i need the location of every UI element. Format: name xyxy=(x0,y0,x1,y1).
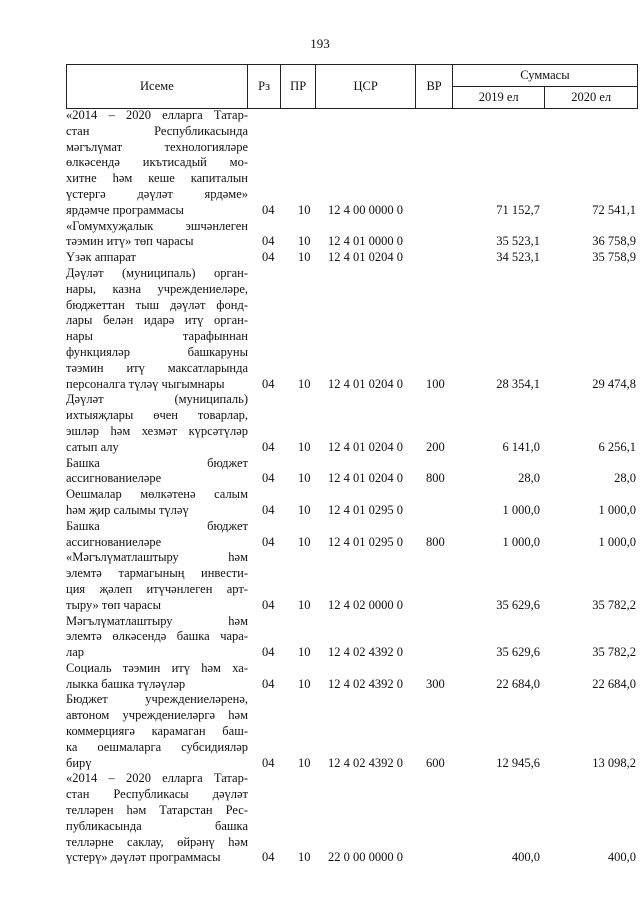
row-pr: 10 xyxy=(298,502,311,517)
row-2020: 36 758,9 xyxy=(592,234,636,249)
header-rz: Рз xyxy=(247,65,281,109)
header-pr: ПР xyxy=(281,65,316,109)
row-name-line: тәэмин итү максатларында xyxy=(66,360,248,375)
row-vr: 200 xyxy=(426,439,445,454)
row-name xyxy=(66,614,248,661)
row-name-line: эшләр һәм хезмәт күрсәтүләр xyxy=(66,423,248,438)
row-2020: 29 474,8 xyxy=(592,376,636,391)
table-row xyxy=(66,550,638,613)
row-rz: 04 xyxy=(262,439,275,454)
row-pr: 10 xyxy=(298,250,311,265)
row-pr: 10 xyxy=(298,234,311,249)
table-body xyxy=(66,108,638,866)
row-vr: 800 xyxy=(426,471,445,486)
row-2019: 35 629,6 xyxy=(496,645,540,660)
row-pr: 10 xyxy=(298,471,311,486)
row-2020: 22 684,0 xyxy=(592,676,636,691)
table-row xyxy=(66,771,638,866)
row-2020: 1 000,0 xyxy=(598,502,636,517)
page-number: 193 xyxy=(310,36,330,51)
header-vr: ВР xyxy=(416,65,453,109)
row-name-line: тәэмин итү» төп чарасы xyxy=(66,234,194,249)
row-2020: 35 782,2 xyxy=(592,645,636,660)
row-rz: 04 xyxy=(262,755,275,770)
row-name xyxy=(66,692,248,771)
row-2019: 1 000,0 xyxy=(502,502,540,517)
row-vr: 800 xyxy=(426,534,445,549)
row-name-line: ярдәмче программасы xyxy=(66,202,184,217)
row-2020: 1 000,0 xyxy=(598,534,636,549)
row-csr: 12 4 01 0295 0 xyxy=(328,534,403,549)
row-name-line: Башка бюджет xyxy=(66,518,248,533)
row-name-line: «Мәгълүматлаштыру һәм xyxy=(66,550,248,565)
table-header xyxy=(66,64,638,109)
row-name-line: мәгълүмат технологияләре xyxy=(66,139,248,154)
row-rz: 04 xyxy=(262,234,275,249)
row-name xyxy=(66,219,248,251)
row-2020: 35 782,2 xyxy=(592,597,636,612)
row-2019: 1 000,0 xyxy=(502,534,540,549)
row-pr: 10 xyxy=(298,676,311,691)
row-vr: 100 xyxy=(426,376,445,391)
row-csr: 12 4 01 0204 0 xyxy=(328,376,403,391)
row-2020: 35 758,9 xyxy=(592,250,636,265)
row-pr: 10 xyxy=(298,850,311,865)
row-2019: 34 523,1 xyxy=(496,250,540,265)
row-rz: 04 xyxy=(262,250,275,265)
row-name-line: публикасында башка xyxy=(66,818,248,833)
row-name-line: стан Республикасы дәүләт xyxy=(66,787,248,802)
row-name-line: Мәгълүматлаштыру һәм xyxy=(66,613,248,628)
header-name: Исеме xyxy=(67,65,248,109)
row-2019: 22 684,0 xyxy=(496,676,540,691)
row-pr: 10 xyxy=(298,202,311,217)
row-name xyxy=(66,392,248,455)
row-rz: 04 xyxy=(262,202,275,217)
table-row xyxy=(66,266,638,392)
row-name-line: Оешмалар мөлкәтенә салым xyxy=(66,487,248,502)
row-name-line: хитне һәм кеше капиталын xyxy=(66,171,248,186)
row-name xyxy=(66,550,248,613)
row-name-line: автоном учреждениеләргә һәм xyxy=(66,708,248,723)
row-name-line: элемтә өлкәсендә башка чара- xyxy=(66,629,248,644)
table-row xyxy=(66,108,638,219)
row-pr: 10 xyxy=(298,597,311,612)
row-name-line: ихтыяҗлары өчен товарлар, xyxy=(66,408,248,423)
row-name-line: тыру» төп чарасы xyxy=(66,597,161,612)
row-csr: 22 0 00 0000 0 xyxy=(328,850,403,865)
row-name-line: ция җәлеп итүчәнлеген арт- xyxy=(66,581,248,596)
table-row xyxy=(66,614,638,661)
row-csr: 12 4 01 0204 0 xyxy=(328,250,403,265)
header-csr: ЦСР xyxy=(315,65,415,109)
header-2019: 2019 ел xyxy=(452,87,545,109)
row-name-line: ка оешмаларга субсидияләр xyxy=(66,739,248,754)
row-pr: 10 xyxy=(298,439,311,454)
row-csr: 12 4 01 0000 0 xyxy=(328,234,403,249)
row-name xyxy=(66,266,248,392)
row-vr: 300 xyxy=(426,676,445,691)
row-pr: 10 xyxy=(298,755,311,770)
row-name xyxy=(66,108,248,219)
row-2020: 400,0 xyxy=(607,850,636,865)
row-name xyxy=(66,456,248,488)
table-row xyxy=(66,392,638,455)
row-2019: 35 523,1 xyxy=(496,234,540,249)
row-csr: 12 4 02 4392 0 xyxy=(328,755,403,770)
row-name-line: Дәүләт (муниципаль) орган- xyxy=(66,265,248,280)
table-row xyxy=(66,487,638,519)
row-pr: 10 xyxy=(298,534,311,549)
table-row xyxy=(66,661,638,693)
table-row xyxy=(66,250,638,266)
row-name xyxy=(66,487,248,519)
row-name xyxy=(66,771,248,866)
row-name-line: Башка бюджет xyxy=(66,455,248,470)
table-row xyxy=(66,456,638,488)
row-name-line: бюджеттан тыш дәүләт фонд- xyxy=(66,297,248,312)
row-rz: 04 xyxy=(262,376,275,391)
row-2019: 12 945,6 xyxy=(496,755,540,770)
row-name-line: функцияләр башкаруны xyxy=(66,344,248,359)
row-rz: 04 xyxy=(262,597,275,612)
row-vr: 600 xyxy=(426,755,445,770)
row-name-line: нары тарафыннан xyxy=(66,329,248,344)
row-2019: 71 152,7 xyxy=(496,202,540,217)
row-name-line: өлкәсендә икътисадый мо- xyxy=(66,155,248,170)
row-rz: 04 xyxy=(262,534,275,549)
header-2020: 2020 ел xyxy=(545,87,638,109)
row-name-line: «Гомумхуҗалык эшчәнлеген xyxy=(66,218,248,233)
row-csr: 12 4 00 0000 0 xyxy=(328,202,403,217)
row-name-line: лыкка башка түләүләр xyxy=(66,676,186,691)
row-name xyxy=(66,661,248,693)
row-name-line: лар xyxy=(66,645,85,660)
row-name-line: сатып алу xyxy=(66,439,119,454)
row-2019: 6 141,0 xyxy=(502,439,540,454)
row-2019: 28 354,1 xyxy=(496,376,540,391)
row-csr: 12 4 02 4392 0 xyxy=(328,645,403,660)
row-2019: 400,0 xyxy=(511,850,540,865)
row-2020: 6 256,1 xyxy=(598,439,636,454)
row-name-line: нары, казна учреждениеләре, xyxy=(66,281,248,296)
row-rz: 04 xyxy=(262,676,275,691)
row-2020: 72 541,1 xyxy=(592,202,636,217)
row-name-line: стан Республикасында xyxy=(66,123,248,138)
row-2019: 35 629,6 xyxy=(496,597,540,612)
row-csr: 12 4 02 0000 0 xyxy=(328,597,403,612)
row-name-line: бирү xyxy=(66,755,92,770)
table-row xyxy=(66,692,638,771)
row-rz: 04 xyxy=(262,471,275,486)
row-2020: 13 098,2 xyxy=(592,755,636,770)
row-csr: 12 4 01 0295 0 xyxy=(328,502,403,517)
row-rz: 04 xyxy=(262,502,275,517)
row-name-line: ассигнованиеләре xyxy=(66,534,162,549)
row-name xyxy=(66,519,248,551)
row-name-line: элемтә тармагының инвести- xyxy=(66,566,248,581)
row-name-line: үстергә дәүләт ярдәме» xyxy=(66,186,248,201)
row-name-line: «2014 – 2020 елларга Татар- xyxy=(66,771,248,786)
row-name-line: Дәүләт (муниципаль) xyxy=(66,392,248,407)
row-name-line: телләрен һәм Татарстан Рес- xyxy=(66,803,248,818)
row-csr: 12 4 01 0204 0 xyxy=(328,471,403,486)
row-2019: 28,0 xyxy=(518,471,540,486)
table-row xyxy=(66,519,638,551)
row-rz: 04 xyxy=(262,645,275,660)
header-sums: Суммасы xyxy=(452,65,637,87)
row-name-line: Социаль тәэмин итү һәм ха- xyxy=(66,660,248,675)
row-name-line: лары белән идарә итү орган- xyxy=(66,313,248,328)
row-pr: 10 xyxy=(298,376,311,391)
row-name-line: Үзәк аппарат xyxy=(66,250,136,265)
row-name-line: ассигнованиеләре xyxy=(66,471,162,486)
row-2020: 28,0 xyxy=(614,471,636,486)
row-name-line: персоналга түләү чыгымнары xyxy=(66,376,225,391)
row-csr: 12 4 01 0204 0 xyxy=(328,439,403,454)
row-pr: 10 xyxy=(298,645,311,660)
row-name-line: «2014 – 2020 елларга Татар- xyxy=(66,108,248,122)
row-rz: 04 xyxy=(262,850,275,865)
row-name-line: телләрне саклау, өйрәнү һәм xyxy=(66,834,248,849)
row-name-line: коммерциягә карамаган баш- xyxy=(66,724,248,739)
row-name-line: үстерү» дәүләт программасы xyxy=(66,850,221,865)
row-name-line: һәм җир салымы түләү xyxy=(66,502,189,517)
row-csr: 12 4 02 4392 0 xyxy=(328,676,403,691)
row-name xyxy=(66,250,248,266)
table-row xyxy=(66,219,638,251)
row-name-line: Бюджет учреждениеләренә, xyxy=(66,692,248,707)
